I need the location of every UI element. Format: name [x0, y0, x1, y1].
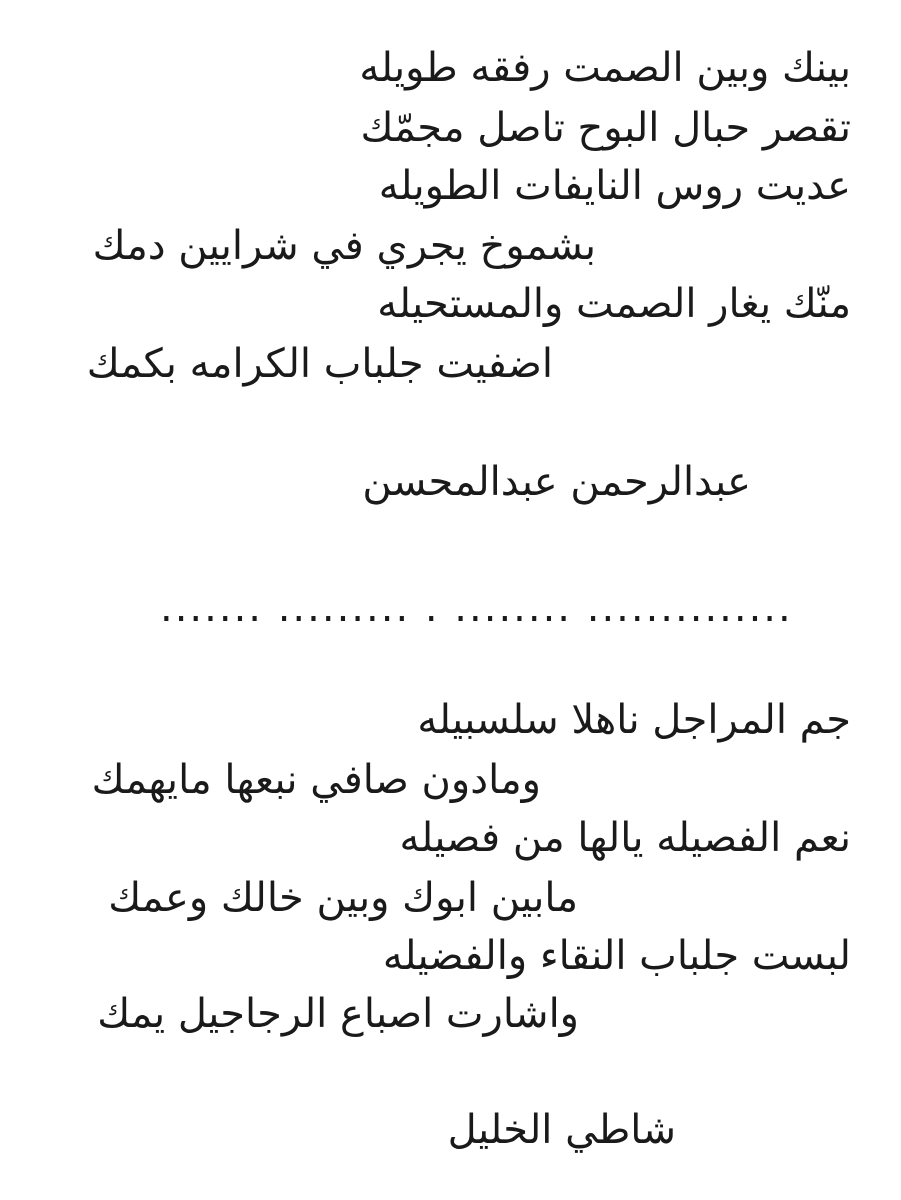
poem1-line-3: عديت روس النايفات الطويله	[378, 163, 851, 209]
poem2-line-2: ومادون صافي نبعها مايهمك	[91, 757, 541, 803]
poem1-line-4: بشموخ يجري في شرايين دمك	[92, 223, 596, 269]
poem2-author: شاطي الخليل	[447, 1107, 676, 1153]
poem1-line-2: تقصر حبال البوح تاصل مجمّك	[360, 105, 851, 151]
dotted-separator: ....... ......... . ........ ..............	[160, 585, 793, 631]
poem1-line-5: منّك يغار الصمت والمستحيله	[377, 281, 851, 327]
poem2-line-5: لبست جلباب النقاء والفضيله	[382, 933, 851, 979]
poem1-line-6: اضفيت جلباب الكرامه بكمك	[86, 341, 553, 387]
poem1-author: عبدالرحمن عبدالمحسن	[362, 459, 751, 505]
poem2-line-3: نعم الفصيله يالها من فصيله	[399, 815, 851, 861]
poem2-line-6: واشارت اصباع الرجاجيل يمك	[97, 991, 579, 1037]
poem1-line-1: بينك وبين الصمت رفقه طويله	[359, 45, 851, 91]
poem2-line-1: جم المراجل ناهلا سلسبيله	[417, 697, 851, 743]
poem2-line-4: مابين ابوك وبين خالك وعمك	[108, 875, 578, 921]
